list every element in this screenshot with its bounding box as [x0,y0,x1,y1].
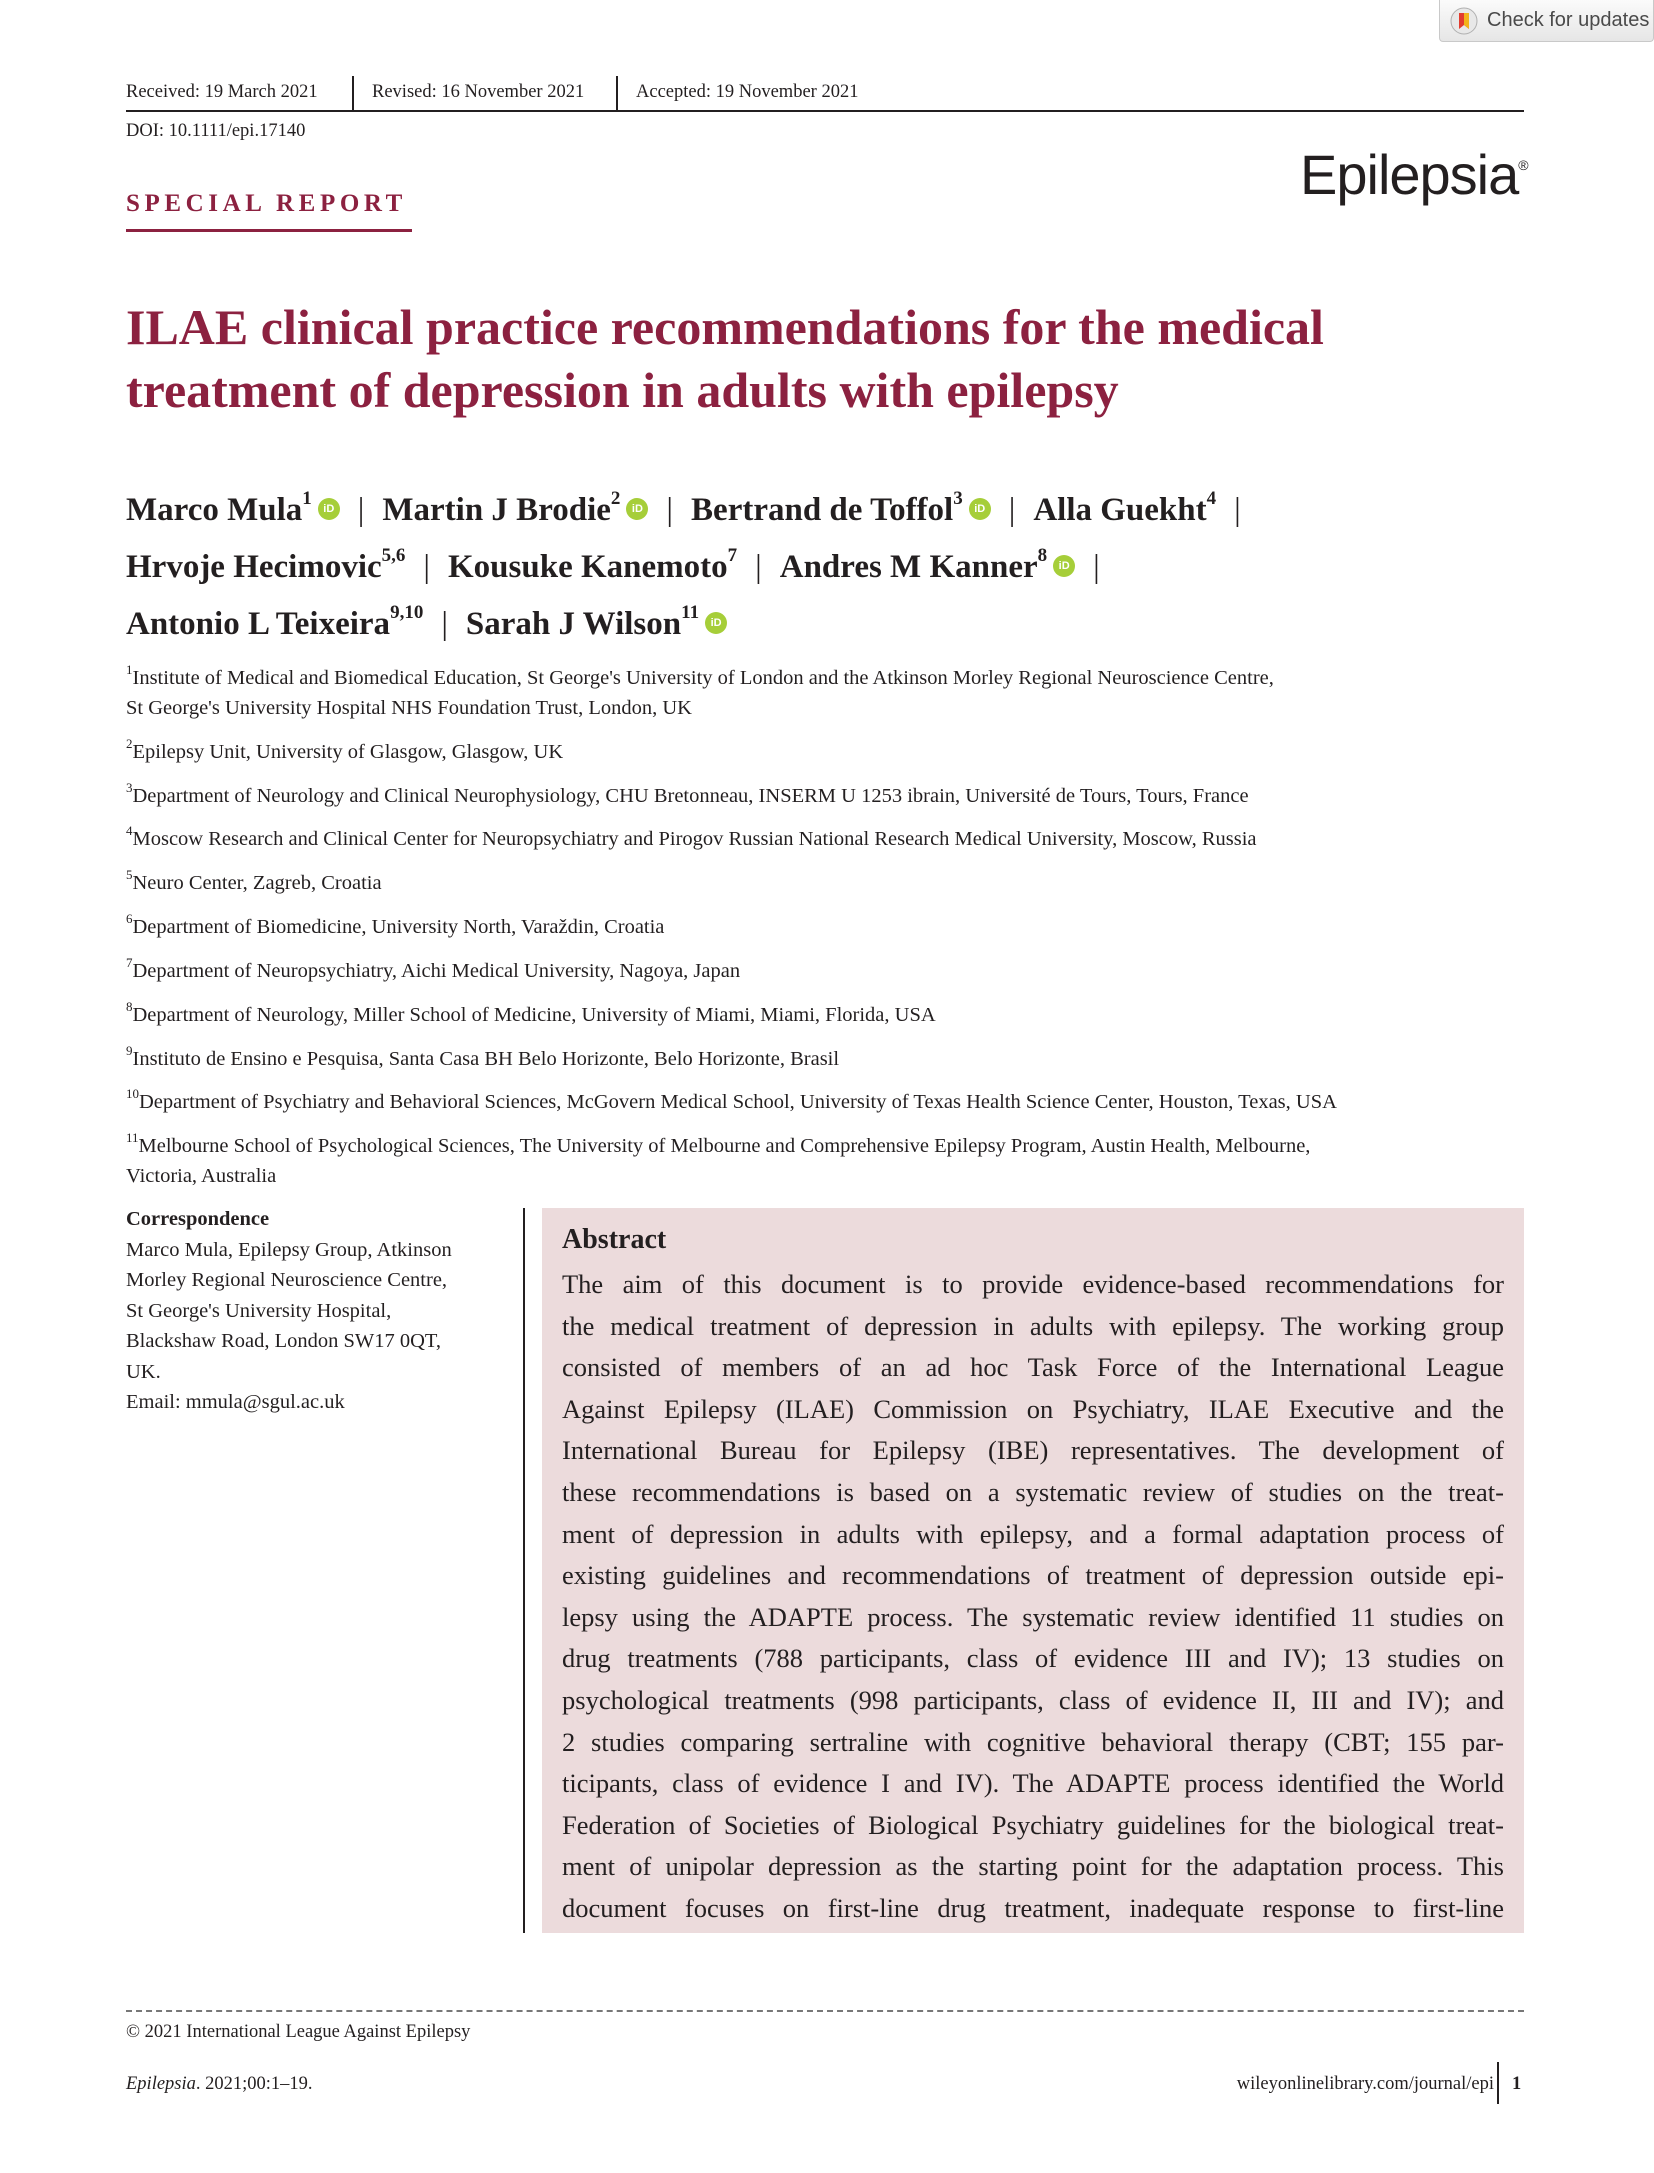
author-separator: | [423,549,430,585]
author-separator: | [755,549,762,585]
author-affiliation-ref[interactable]: 9,10 [390,602,424,623]
article-title: ILAE clinical practice recommendations for the medical treatment of depression in adults with epilepsy [126,299,1324,418]
affiliation-number: 11 [126,1130,139,1146]
abstract-line: International Bureau for Epilepsy (IBE) representatives. The development of [562,1435,1504,1466]
orcid-icon[interactable]: iD [969,498,991,520]
abstract-line: 2 studies comparing sertraline with cognitive behavioral therapy (CBT; 155 par- [562,1726,1504,1757]
author-affiliation-ref[interactable]: 1 [302,488,312,509]
abstract-line: lepsy using the ADAPTE process. The systematic review identified 11 studies on [562,1601,1504,1632]
footnote-divider [126,2010,1524,2012]
correspondence [126,1204,506,1418]
author-name: Bertrand de Toffol [691,492,954,528]
author-separator: | [666,492,674,528]
affiliation-text: Department of Biomedicine, University North, Varaždin, Croatia [132,915,665,938]
citation-journal: Epilepsia [126,2074,196,2094]
author-affiliation-ref[interactable]: 8 [1037,545,1048,566]
affiliation [126,994,1546,1030]
author-affiliation-ref[interactable]: 2 [610,488,621,509]
affiliation-text: Epilepsy Unit, University of Glasgow, Glasgow, UK [132,740,564,763]
author [126,488,340,528]
check-for-updates-button[interactable] [1439,0,1654,42]
affiliation-number: 2 [126,735,133,751]
affiliation-text: Moscow Research and Clinical Center for Neuropsychiatry and Pirogov Russian National Research Medical University, Moscow, Russia [132,828,1257,851]
author-name: Hrvoje Hecimovic [126,549,382,585]
author-affiliation-ref[interactable]: 11 [681,602,700,623]
affiliation-text: Victoria, Australia [126,1165,277,1188]
author-separator: | [357,492,365,528]
author-name: Andres M Kanner [779,549,1038,585]
affiliation-number: 8 [126,998,133,1014]
orcid-icon[interactable]: iD [626,498,648,520]
author [691,488,991,528]
author [126,545,406,585]
author-affiliation-ref[interactable]: 7 [727,545,738,566]
affiliation-number: 6 [126,911,133,927]
correspondence-line: Morley Regional Neuroscience Centre, [126,1269,448,1291]
orcid-icon[interactable]: iD [318,498,340,520]
author-separator: | [1008,492,1016,528]
abstract-line: ment of unipolar depression as the starting point for the adaptation process. This [562,1851,1504,1882]
check-for-updates-label: Check for updates [1487,9,1650,31]
affiliation-text: Melbourne School of Psychological Sciences, The University of Melbourne and Comprehensive Epilepsy Program, Austin Health, Melbourne, [138,1135,1311,1158]
abstract-line: The aim of this document is to provide evidence-based recommendations for [562,1269,1504,1299]
author [126,602,424,642]
correspondence-line: Blackshaw Road, London SW17 0QT, [126,1330,442,1352]
abstract-line: the medical treatment of depression in adults with epilepsy. The working group [562,1310,1504,1341]
affiliation-number: 9 [126,1042,133,1058]
author [448,545,738,585]
affiliation-text: Department of Neurology and Clinical Neurophysiology, CHU Bretonneau, INSERM U 1253 ibrain, Université de Tours, Tours, France [132,784,1249,807]
abstract-body [562,1264,1504,1930]
date-divider [352,76,354,110]
author-separator: | [441,606,448,642]
affiliation-text: Department of Neurology, Miller School of Medicine, University of Miami, Miami, Florida, USA [132,1003,936,1026]
affiliation [126,818,1546,854]
correspondence-line: UK. [126,1360,161,1383]
affiliation [126,906,1546,942]
affiliation-text: Department of Neuropsychiatry, Aichi Medical University, Nagoya, Japan [132,959,741,982]
citation-details: . 2021;00:1–19. [195,2074,313,2094]
abstract-line: psychological treatments (998 participants, class of evidence II, III and IV); and [562,1684,1504,1715]
affiliation-number: 3 [126,779,133,795]
author [779,545,1075,585]
orcid-icon[interactable]: iD [1053,555,1075,577]
affiliation-text: Department of Psychiatry and Behavioral Sciences, McGovern Medical School, University of Texas Health Science Center, Houston, Texas, USA [139,1091,1337,1114]
affiliation-text: Instituto de Ensino e Pesquisa, Santa Casa BH Belo Horizonte, Belo Horizonte, Brasil [132,1047,840,1070]
citation [126,2074,313,2095]
affiliation [126,862,1546,898]
author [382,488,648,528]
affiliation-number: 1 [126,662,133,677]
affiliation [126,1038,1546,1074]
correspondence-divider [523,1208,525,1933]
registered-mark: ® [1518,157,1528,174]
author-name: Kousuke Kanemoto [448,549,728,585]
affiliation-list [126,657,1546,1199]
received-date: Received: 19 March 2021 [126,82,318,102]
abstract-line: existing guidelines and recommendations of treatment of depression outside epi- [562,1560,1504,1591]
affiliation-text: Neuro Center, Zagreb, Croatia [132,872,382,895]
affiliation-number: 5 [126,867,133,883]
author-name: Sarah J Wilson [465,606,682,642]
doi[interactable]: DOI: 10.1111/epi.17140 [126,121,306,141]
correspondence-email[interactable]: Email: mmula@sgul.ac.uk [126,1391,345,1413]
date-divider [616,76,618,110]
journal-name: Epilepsia [1300,143,1519,206]
abstract-line: ment of depression in adults with epilepsy, and a formal adaptation process of [562,1518,1504,1549]
abstract-line: consisted of members of an ad hoc Task Force of the International League [562,1352,1504,1383]
author-name: Martin J Brodie [382,492,611,528]
revised-date: Revised: 16 November 2021 [372,82,585,102]
check-updates-bookmark-icon [1450,7,1478,35]
affiliation [126,775,1546,811]
author-separator: | [1234,492,1241,528]
section-underline [126,229,412,232]
abstract-line: Against Epilepsy (ILAE) Commission on Psychiatry, ILAE Executive and the [562,1393,1504,1424]
author-name: Alla Guekht [1033,492,1207,528]
affiliation [126,950,1546,986]
affiliation [126,1125,1546,1191]
abstract-line: drug treatments (788 participants, class of evidence III and IV); 13 studies on [562,1643,1504,1674]
affiliation-number: 10 [126,1086,139,1102]
affiliation-text: St George's University Hospital NHS Foundation Trust, London, UK [126,696,692,719]
affiliation-number: 7 [126,954,133,970]
abstract-line: these recommendations is based on a systematic review of studies on the treat- [562,1476,1504,1507]
author-separator: | [1093,549,1100,585]
author-name: Antonio L Teixeira [126,606,391,642]
abstract-line: document focuses on first-line drug treatment, inadequate response to first-line [562,1892,1504,1923]
orcid-icon[interactable]: iD [705,612,727,634]
author-affiliation-ref[interactable]: 4 [1206,488,1217,509]
affiliation [126,1081,1546,1117]
author [1033,488,1217,528]
page-number: 1 [1512,2074,1522,2094]
correspondence-heading: Correspondence [126,1208,270,1230]
author-list [126,478,1546,649]
copyright-notice: © 2021 International League Against Epilepsy [126,2022,471,2042]
journal-logo [1300,142,1528,207]
correspondence-line: St George's University Hospital, [126,1299,392,1322]
abstract-line: ticipants, class of evidence I and IV). The ADAPTE process identified the World [562,1768,1504,1799]
affiliation-number: 4 [126,823,133,839]
article-dates [126,76,1524,112]
footer-divider [1497,2062,1499,2104]
affiliation [126,657,1546,723]
author-affiliation-ref[interactable]: 5,6 [381,545,406,566]
section-label: SPECIAL REPORT [126,190,407,217]
affiliation-text: Institute of Medical and Biomedical Education, St George's University of London and the Atkinson Morley Regional Neuroscience Centre, [132,666,1274,689]
accepted-date: Accepted: 19 November 2021 [636,82,859,102]
correspondence-body [126,1235,506,1418]
journal-url[interactable]: wileyonlinelibrary.com/journal/epi [1236,2074,1494,2094]
author [465,602,727,642]
abstract-line: Federation of Societies of Biological Psychiatry guidelines for the biological treat- [562,1809,1504,1840]
author-name: Marco Mula [126,492,303,528]
abstract-heading: Abstract [562,1224,667,1255]
author-affiliation-ref[interactable]: 3 [953,488,963,509]
affiliation [126,731,1546,767]
correspondence-line: Marco Mula, Epilepsy Group, Atkinson [126,1238,452,1261]
